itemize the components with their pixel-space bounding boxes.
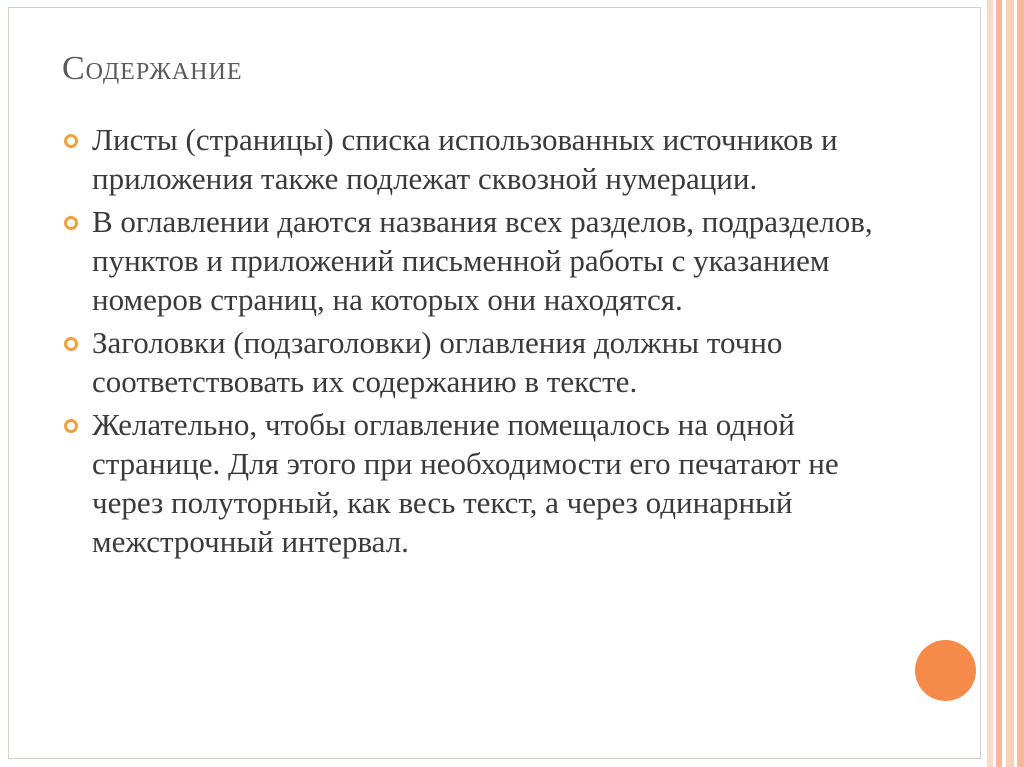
bullet-list bbox=[62, 120, 902, 565]
list-item bbox=[62, 120, 902, 198]
orange-circle-decoration bbox=[915, 640, 976, 701]
ring-bullet-icon bbox=[64, 337, 78, 351]
ring-bullet-icon bbox=[64, 134, 78, 148]
list-item bbox=[62, 202, 902, 319]
list-item-text: В оглавлении даются названия всех разделов, подразделов, пунктов и приложений письменной работы с указанием номеров страниц, на которых они находятся. bbox=[92, 204, 873, 317]
list-item-text: Заголовки (подзаголовки) оглавления должны точно соответствовать их содержанию в тексте. bbox=[92, 325, 783, 399]
slide-title: Содержание bbox=[62, 50, 243, 87]
list-item bbox=[62, 323, 902, 401]
list-item bbox=[62, 405, 902, 561]
ring-bullet-icon bbox=[64, 216, 78, 230]
decorative-stripes bbox=[984, 0, 1024, 767]
ring-bullet-icon bbox=[64, 419, 78, 433]
list-item-text: Желательно, чтобы оглавление помещалось на одной странице. Для этого при необходимости его печатают не через полуторный, как весь текст, а через одинарный межстрочный интервал. bbox=[92, 407, 839, 559]
list-item-text: Листы (страницы) списка использованных источников и приложения также подлежат сквозной нумерации. bbox=[92, 122, 838, 196]
